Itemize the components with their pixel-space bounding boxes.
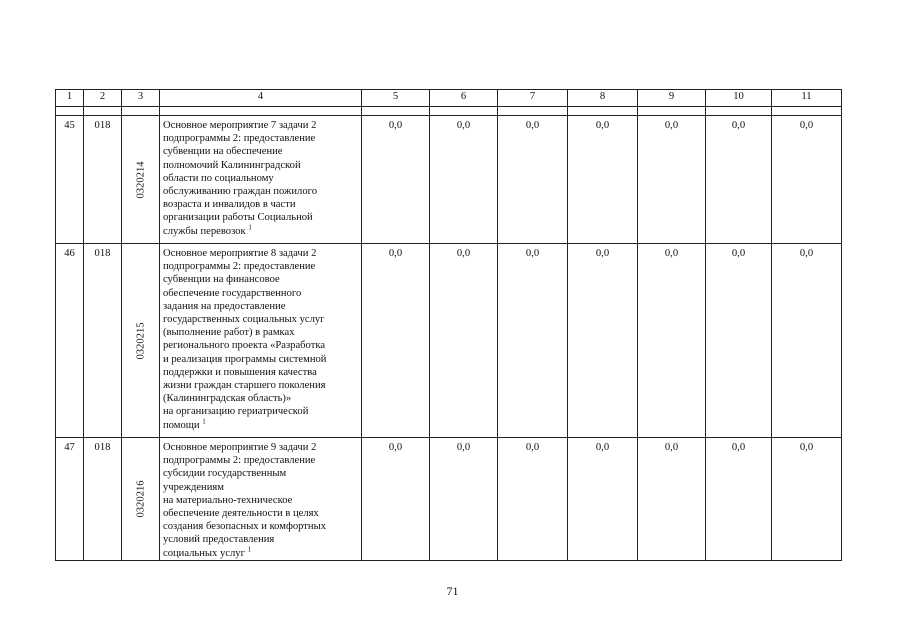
description-text: условий предоставления bbox=[163, 534, 275, 546]
description-text: социальных услуг bbox=[163, 547, 245, 559]
header-cell-8: 8 bbox=[568, 90, 638, 107]
description-text: области по социальному bbox=[163, 172, 274, 184]
description-line bbox=[163, 441, 358, 454]
description-text: подпрограммы 2: предоставление bbox=[163, 261, 316, 273]
description-line bbox=[163, 547, 358, 560]
header-cell-1: 1 bbox=[56, 90, 84, 107]
description-text: Основное мероприятие 9 задачи 2 bbox=[163, 442, 317, 453]
ministry-code: 018 bbox=[84, 116, 122, 244]
table-row bbox=[56, 116, 842, 244]
description-line bbox=[163, 211, 358, 224]
description-line bbox=[163, 379, 358, 392]
description-line bbox=[163, 494, 358, 507]
description-line bbox=[163, 119, 358, 132]
description-cell bbox=[160, 438, 362, 561]
description-text: субвенции на финансовое bbox=[163, 274, 280, 286]
description-line bbox=[163, 467, 358, 480]
budget-code-cell bbox=[122, 438, 160, 561]
footnote-mark: 1 bbox=[248, 223, 252, 232]
value-cell: 0,0 bbox=[568, 116, 638, 244]
description-text: субсидии государственным bbox=[163, 468, 287, 480]
value-cell: 0,0 bbox=[772, 116, 842, 244]
description-line bbox=[163, 313, 358, 326]
header-cell-3: 3 bbox=[122, 90, 160, 107]
header-cell-10: 10 bbox=[706, 90, 772, 107]
value-cell: 0,0 bbox=[498, 244, 568, 438]
header-cell-2: 2 bbox=[84, 90, 122, 107]
value-cell: 0,0 bbox=[638, 116, 706, 244]
description-text: обеспечение государственного bbox=[163, 287, 302, 299]
description-line bbox=[163, 533, 358, 546]
ministry-code: 018 bbox=[84, 244, 122, 438]
value-cell: 0,0 bbox=[638, 244, 706, 438]
description-text: обслуживанию граждан пожилого bbox=[163, 186, 318, 198]
description-line bbox=[163, 366, 358, 379]
description-text: подпрограммы 2: предоставление bbox=[163, 455, 316, 467]
header-cell-7: 7 bbox=[498, 90, 568, 107]
budget-code: 0320216 bbox=[134, 480, 146, 518]
budget-code-cell bbox=[122, 244, 160, 438]
value-cell: 0,0 bbox=[362, 438, 430, 561]
description-line bbox=[163, 145, 358, 158]
description-line bbox=[163, 454, 358, 467]
description-line bbox=[163, 507, 358, 520]
ministry-code: 018 bbox=[84, 438, 122, 561]
description-line bbox=[163, 405, 358, 418]
value-cell: 0,0 bbox=[706, 116, 772, 244]
header-cell-5: 5 bbox=[362, 90, 430, 107]
budget-code-cell bbox=[122, 116, 160, 244]
description-line bbox=[163, 287, 358, 300]
description-line bbox=[163, 419, 358, 432]
description-line bbox=[163, 520, 358, 533]
description-line bbox=[163, 159, 358, 172]
budget-code: 0320215 bbox=[134, 321, 146, 360]
description-text: Основное мероприятие 7 задачи 2 bbox=[163, 120, 317, 131]
description-text: создания безопасных и комфортных bbox=[163, 521, 327, 533]
value-cell: 0,0 bbox=[362, 244, 430, 438]
spacer-row bbox=[56, 107, 842, 116]
row-number: 45 bbox=[56, 116, 84, 244]
description-text: (Калининградская область)» bbox=[163, 393, 292, 405]
description-line bbox=[163, 225, 358, 238]
description-text: возраста и инвалидов в части bbox=[163, 199, 296, 211]
description-text: подпрограммы 2: предоставление bbox=[163, 133, 316, 145]
description-text: учреждениям bbox=[163, 481, 224, 493]
header-cell-9: 9 bbox=[638, 90, 706, 107]
description-cell bbox=[160, 244, 362, 438]
description-line bbox=[163, 185, 358, 198]
description-cell bbox=[160, 116, 362, 244]
description-line bbox=[163, 326, 358, 339]
description-text: на материально-техническое bbox=[163, 494, 293, 506]
description-line bbox=[163, 339, 358, 352]
header-row bbox=[56, 90, 842, 107]
budget-table bbox=[55, 89, 842, 561]
value-cell: 0,0 bbox=[498, 438, 568, 561]
value-cell: 0,0 bbox=[772, 244, 842, 438]
description-line bbox=[163, 198, 358, 211]
header-cell-4: 4 bbox=[160, 90, 362, 107]
description-text: организации работы Социальной bbox=[163, 212, 313, 224]
description-line bbox=[163, 353, 358, 366]
description-line bbox=[163, 300, 358, 313]
description-text: и реализация программы системной bbox=[163, 353, 327, 365]
description-line bbox=[163, 172, 358, 185]
budget-code: 0320214 bbox=[134, 160, 146, 199]
value-cell: 0,0 bbox=[706, 438, 772, 561]
description-text: регионального проекта «Разработка bbox=[163, 340, 326, 352]
value-cell: 0,0 bbox=[498, 116, 568, 244]
row-number: 46 bbox=[56, 244, 84, 438]
value-cell: 0,0 bbox=[430, 438, 498, 561]
description-text: задания на предоставление bbox=[163, 300, 286, 312]
description-line bbox=[163, 481, 358, 494]
description-text: обеспечение деятельности в целях bbox=[163, 508, 319, 520]
value-cell: 0,0 bbox=[430, 116, 498, 244]
value-cell: 0,0 bbox=[430, 244, 498, 438]
description-text: государственных социальных услуг bbox=[163, 314, 325, 326]
description-text: помощи bbox=[163, 419, 200, 431]
description-text: субвенции на обеспечение bbox=[163, 146, 283, 158]
table-row bbox=[56, 438, 842, 561]
table-row bbox=[56, 244, 842, 438]
description-text: (выполнение работ) в рамках bbox=[163, 327, 295, 339]
description-text: Основное мероприятие 8 задачи 2 bbox=[163, 248, 317, 259]
description-line bbox=[163, 392, 358, 405]
value-cell: 0,0 bbox=[362, 116, 430, 244]
footnote-mark: 1 bbox=[247, 545, 252, 554]
description-text: на организацию гериатрической bbox=[163, 406, 309, 418]
description-line bbox=[163, 247, 358, 260]
description-text: службы перевозок bbox=[163, 225, 246, 237]
value-cell: 0,0 bbox=[568, 438, 638, 561]
description-text: полномочий Калининградской bbox=[163, 159, 301, 171]
value-cell: 0,0 bbox=[772, 438, 842, 561]
header-cell-6: 6 bbox=[430, 90, 498, 107]
footnote-mark: 1 bbox=[202, 417, 206, 426]
header-cell-11: 11 bbox=[772, 90, 842, 107]
value-cell: 0,0 bbox=[638, 438, 706, 561]
page-number: 71 bbox=[446, 584, 459, 598]
value-cell: 0,0 bbox=[706, 244, 772, 438]
value-cell: 0,0 bbox=[568, 244, 638, 438]
description-line bbox=[163, 260, 358, 273]
description-text: поддержки и повышения качества bbox=[163, 366, 317, 378]
row-number: 47 bbox=[56, 438, 84, 561]
description-line bbox=[163, 273, 358, 286]
description-line bbox=[163, 132, 358, 145]
description-text: жизни граждан старшего поколения bbox=[163, 380, 326, 392]
